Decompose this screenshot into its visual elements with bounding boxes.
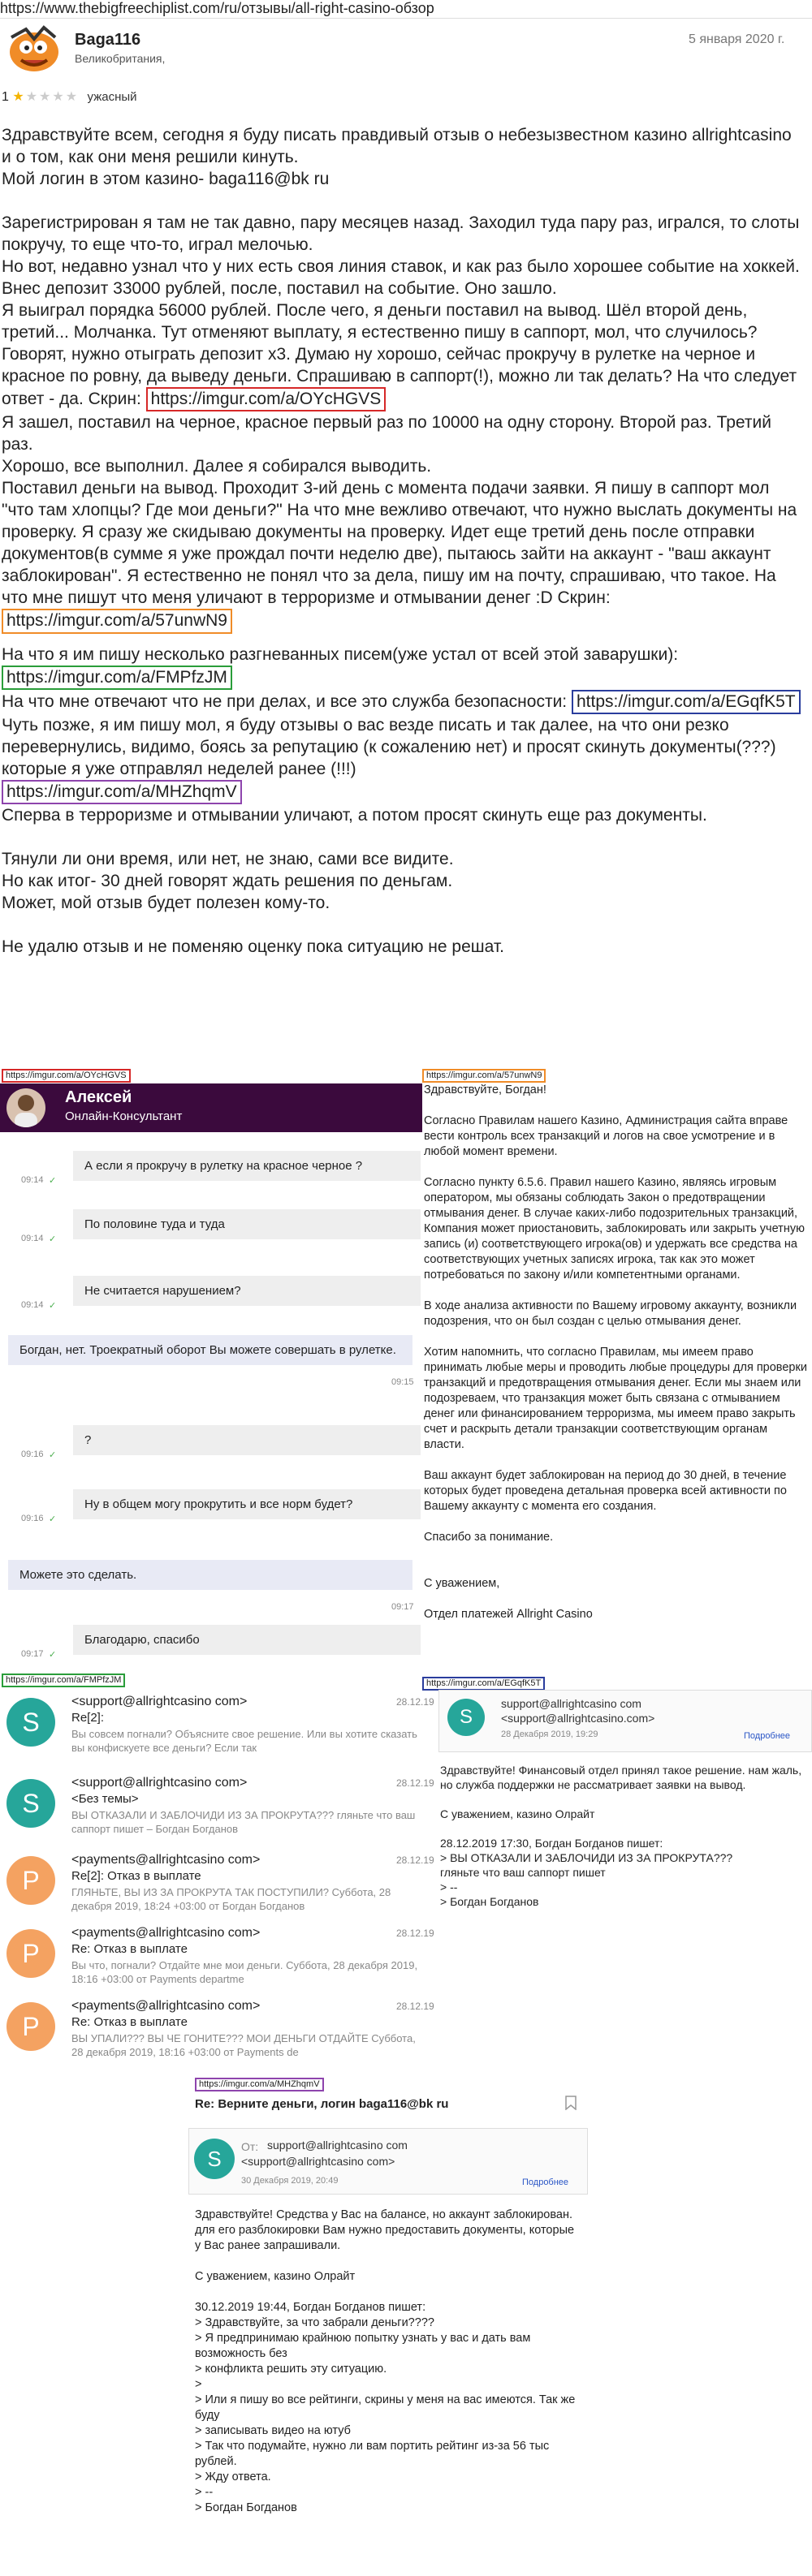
- support-avatar-2: S: [194, 2139, 235, 2179]
- rating-label: ужасный: [87, 90, 137, 104]
- chat-message-time: 09:14: [21, 1300, 44, 1310]
- mail-preview: ВЫ УПАЛИ??? ВЫ ЧЕ ГОНИТЕ??? МОИ ДЕНЬГИ ОТДАЙТЕ Суббота, 28 декабря 2019, 18:16 +03:00 от Payments de: [71, 2032, 416, 2058]
- mail-from: <payments@allrightcasino com>: [71, 1853, 261, 1867]
- rating-stars: ★★★★★: [12, 90, 80, 104]
- shot4-from1: support@allrightcasino com: [501, 1697, 641, 1710]
- mail-from: <support@allrightcasino com>: [71, 1695, 248, 1708]
- review-p9: На что я им пишу несколько разгневанных писем(уже устал от всей этой заварушки):: [2, 644, 679, 664]
- shot1-tag: https://imgur.com/a/OYcHGVS: [2, 1069, 131, 1083]
- link-57unwn9[interactable]: https://imgur.com/a/57unwN9: [2, 609, 232, 633]
- letter-p7: С уважением,: [424, 1577, 500, 1590]
- link-oychgvs[interactable]: https://imgur.com/a/OYcHGVS: [146, 387, 387, 411]
- read-check-icon: ✓: [49, 1514, 57, 1524]
- review-body: [2, 124, 806, 958]
- read-check-icon: ✓: [49, 1234, 57, 1244]
- shot2-tag: https://imgur.com/a/57unwN9: [422, 1069, 546, 1083]
- url-divider: [0, 18, 812, 19]
- bookmark-icon[interactable]: [565, 2096, 577, 2110]
- mail-item[interactable]: [0, 1688, 438, 1769]
- agent-role: Онлайн-Консультант: [65, 1109, 183, 1123]
- mail-item[interactable]: [0, 1992, 438, 2074]
- shot5-q6: > записывать видео на ютуб: [195, 2424, 351, 2437]
- letter-greeting: Здравствуйте, Богдан!: [424, 1083, 546, 1096]
- review-p2: Мой логин в этом казино- baga116@bk ru: [2, 170, 330, 188]
- shot5-q10: > Богдан Богданов: [195, 2501, 297, 2514]
- shot4-tag: https://imgur.com/a/EGqfK5T: [422, 1677, 545, 1691]
- review-p5: Я выиграл порядка 56000 рублей. После чего, я деньги поставил на вывод. Шёл второй день, третий... Молчанка. Тут отменяют выплату, я естественно пишу в саппорт, мол, что случилось? Говорят, нужно отыграть депозит х3. Думаю ну хорошо, сейчас прокручу в рулетке на черное и красное по ровну, да выведу деньги. Спрашиваю в саппорт(!), можно ли так делать? На что следует ответ - да. Скрин:: [2, 301, 797, 408]
- review-p11: Чуть позже, я им пишу мол, я буду отзывы о вас везде писать и так далее, на что они резко перевернулись, видимо, боясь за репутацию (к сожалению нет) и просят скинуть документы(???) которые я уже отправлял неделей ранее (!!!): [2, 716, 776, 778]
- chat-message-user: ?: [73, 1425, 421, 1455]
- agent-avatar: [6, 1088, 45, 1127]
- mail-date: 28.12.19: [396, 2001, 434, 2012]
- chat-message-agent: Можете это сделать.: [8, 1560, 412, 1590]
- shot4-p4: > ВЫ ОТКАЗАЛИ И ЗАБЛОЧИДИ ИЗ ЗА ПРОКРУТА???: [440, 1851, 733, 1864]
- mail-subject: Re: Отказ в выплате: [71, 2015, 188, 2029]
- shot5-card: [188, 2128, 588, 2195]
- letter-p6: Спасибо за понимание.: [424, 1531, 554, 1544]
- review-date: 5 января 2020 г.: [689, 32, 785, 46]
- shot5-body: [195, 2208, 577, 2516]
- mail-subject: <Без темы>: [71, 1792, 139, 1806]
- shot5-q1: > Здравствуйте, за что забрали деньги????: [195, 2316, 434, 2329]
- shot4-p1: Здравствуйте! Финансовый отдел принял такое решение. нам жаль, но служба поддержки не рассматривает заявки на вывод.: [440, 1764, 802, 1791]
- review-p14: Но как итог- 30 дней говорят ждать решения по деньгам.: [2, 872, 453, 891]
- shot4-p5: гляньте что ваш саппорт пишет: [440, 1866, 606, 1879]
- shot5-q8: > Жду ответа.: [195, 2470, 271, 2483]
- shot4-p2: С уважением, казино Олрайт: [440, 1807, 595, 1820]
- chat-message-time: 09:16: [21, 1450, 44, 1459]
- url-text: https://www.thebigfreechiplist.com/ru/отзывы/all-right-casino-обзор: [0, 0, 434, 16]
- mail-subject: Re[2]:: [71, 1711, 105, 1725]
- read-check-icon: ✓: [49, 1176, 57, 1186]
- shot5-q5: > Или я пишу во все рейтинги, скрины у меня на вас имеются. Так же буду: [195, 2393, 576, 2422]
- chat-message-time: 09:17: [391, 1602, 414, 1612]
- shot5-tag: https://imgur.com/a/MHZhqmV: [195, 2078, 324, 2091]
- mail-date: 28.12.19: [396, 1777, 434, 1789]
- mail-subject: Re: Отказ в выплате: [71, 1942, 188, 1956]
- mail-date: 28.12.19: [396, 1928, 434, 1939]
- user-avatar[interactable]: [2, 23, 67, 75]
- letter-p2: Согласно пункту 6.5.6. Правил нашего Казино, являясь игровым оператором, мы обязаны соблюдать Закон о предотвращении отмывания денег. В случае каких-либо подозрительных транзакций, Компания может приостановить, заблокировать или закрыть учетную запись (и) соответствующего игрока(ов) и удержать все средства на соответствующих учетных записях игрока, так как это может потребоваться по закону и/или компетентными органами.: [424, 1176, 805, 1282]
- review-p8: Поставил деньги на вывод. Проходит 3-ий день с момента подачи заявки. Я пишу в саппорт мол "что там хлопцы? Где мои деньги?" На что мне вежливо отвечают, что нужно выслать документы на проверку. Я сразу же скидываю документы на проверку. Идет еще третий день после отправки документов(в сумме я уже прождал почти неделю две), пытаюсь зайти на аккаунт - "ваш аккаунт заблокирован". Я естественно не понял что за дела, пишу им на почту, спрашиваю, что такое. На что мне пишут что меня уличают в терроризме и отмывании денег :D Скрин:: [2, 479, 797, 608]
- review-p6: Я зашел, поставил на черное, красное первый раз по 10000 на одну сторону. Второй раз. Третий раз.: [2, 413, 771, 454]
- shot4-date: 28 Декабря 2019, 19:29: [501, 1730, 598, 1739]
- shot5-subject: Re: Верните деньги, логин baga116@bk ru: [195, 2097, 449, 2111]
- url-bar[interactable]: [0, 0, 812, 16]
- mail-date: 28.12.19: [396, 1854, 434, 1866]
- review-p1: Здравствуйте всем, сегодня я буду писать правдивый отзыв о небезызвестном казино allrightcasino и о том, как они меня решили кинуть.: [2, 126, 792, 166]
- chat-message-time: 09:14: [21, 1234, 44, 1243]
- shot4-p3: 28.12.2019 17:30, Богдан Богданов пишет:: [440, 1837, 663, 1850]
- chat-message-user: Не считается нарушением?: [73, 1276, 421, 1306]
- shot4-p6: > --: [440, 1880, 458, 1893]
- agent-name: Алексей: [65, 1088, 132, 1106]
- shot5-from-label: От:: [241, 2140, 259, 2153]
- rating-number: 1: [2, 90, 9, 104]
- shot5-p3: 30.12.2019 19:44, Богдан Богданов пишет:: [195, 2301, 426, 2314]
- sender-avatar: S: [6, 1698, 55, 1747]
- mail-from: <payments@allrightcasino com>: [71, 1999, 261, 2013]
- sender-avatar: P: [6, 1856, 55, 1905]
- shot5-from1: support@allrightcasino com: [267, 2139, 408, 2152]
- shot5-q3: > конфликта решить эту ситуацию.: [195, 2363, 387, 2376]
- mail-preview: Вы совсем погнали? Объясните свое решение. Или вы хотите сказать вы конфискуете все деньги? Если так: [71, 1728, 417, 1754]
- mail-subject: Re[2]: Отказ в выплате: [71, 1869, 201, 1883]
- sender-avatar: S: [6, 1779, 55, 1828]
- mail-item[interactable]: [0, 1846, 438, 1928]
- shot5-from2: <support@allrightcasino com>: [241, 2155, 395, 2168]
- read-check-icon: ✓: [49, 1301, 57, 1311]
- read-check-icon: ✓: [49, 1450, 57, 1460]
- shot5-q7: > Так что подумайте, нужно ли вам портить рейтинг из-за 56 тыс рублей.: [195, 2440, 550, 2468]
- review-p7: Хорошо, все выполнил. Далее я собирался выводить.: [2, 457, 432, 476]
- shot5-date: 30 Декабря 2019, 20:49: [241, 2176, 339, 2186]
- letter-p5: Ваш аккаунт будет заблокирован на период до 30 дней, в течение которых будет проведена детальная проверка всей активности по Вашему аккаунту с момента его создания.: [424, 1469, 787, 1513]
- chat-message-user: Ну в общем могу прокрутить и все норм будет?: [73, 1489, 421, 1519]
- chat-message-time: 09:16: [21, 1514, 44, 1523]
- letter-p4: Хотим напомнить, что согласно Правилам, мы имеем право принимать любые меры и проводить любые процедуры для проверки транзакций и предотвращения отмывания денег. Если мы знаем или подозреваем, что транзакция может быть связана с отмыванием денег или финансированием терроризма, мы имеем право закрыть счет и раскрыть детали транзакции соответствующим органам власти.: [424, 1346, 807, 1451]
- review-p3: Зарегистрирован я там не так давно, пару месяцев назад. Заходил туда пару раз, игрался, то слоты покручу, то еще что-то, играл мелочью.: [2, 213, 800, 254]
- link-egqfk5t[interactable]: https://imgur.com/a/EGqfK5T: [572, 690, 801, 714]
- link-fmpfzjm[interactable]: https://imgur.com/a/FMPfzJM: [2, 666, 232, 690]
- chat-message-user: По половине туда и туда: [73, 1209, 421, 1239]
- review-p16: Не удалю отзыв и не поменяю оценку пока ситуацию не решат.: [2, 937, 504, 957]
- review-author[interactable]: Baga116: [75, 31, 141, 49]
- mail-preview: Вы что, погнали? Отдайте мне мои деньги. Суббота, 28 декабря 2019, 18:16 +03:00 от Payments departme: [71, 1959, 418, 1985]
- mail-preview: ВЫ ОТКАЗАЛИ И ЗАБЛОЧИДИ ИЗ ЗА ПРОКРУТА??? гляньте что ваш саппорт пишет – Богдан Богданов: [71, 1809, 416, 1835]
- review-p13: Тянули ли они время, или нет, не знаю, сами все видите.: [2, 850, 454, 869]
- letter-p8: Отдел платежей Allright Casino: [424, 1608, 593, 1621]
- mail-from: <support@allrightcasino com>: [71, 1776, 248, 1790]
- shot5-q4: >: [195, 2378, 202, 2391]
- shot3-tag: https://imgur.com/a/FMPfzJM: [2, 1674, 125, 1687]
- mail-preview: ГЛЯНЬТЕ, ВЫ ИЗ ЗА ПРОКРУТА ТАК ПОСТУПИЛИ? Суббота, 28 декабря 2019, 18:24 +03:00 от Богдан Богданов: [71, 1886, 391, 1912]
- shot5-p1: Здравствуйте! Средства у Вас на балансе, но аккаунт заблокирован. для его разблокировки Вам нужно предоставить документы, которые у Вас ранее запрашивали.: [195, 2208, 575, 2252]
- mail-date: 28.12.19: [396, 1696, 434, 1708]
- shot4-card: [438, 1690, 812, 1752]
- shot5-more[interactable]: Подробнее: [522, 2178, 569, 2187]
- shot4-p7: > Богдан Богданов: [440, 1895, 539, 1908]
- shot4-from2: <support@allrightcasino.com>: [501, 1712, 655, 1725]
- review-country: Великобритания,: [75, 52, 166, 65]
- chat-message-agent: Богдан, нет. Троекратный оборот Вы можете совершать в рулетке.: [8, 1335, 412, 1365]
- chat-message-user: Благодарю, спасибо: [73, 1625, 421, 1655]
- shot4-more[interactable]: Подробнее: [744, 1731, 791, 1741]
- chat-message-time: 09:14: [21, 1175, 44, 1185]
- rating: [2, 88, 137, 107]
- review-p12: Сперва в терроризме и отмывании уличают, а потом просят скинуть еще раз документы.: [2, 806, 707, 825]
- mail-item[interactable]: [0, 1769, 438, 1850]
- shot5-p2: С уважением, казино Олрайт: [195, 2270, 356, 2283]
- mail-item[interactable]: [0, 1919, 438, 2001]
- mail-from: <payments@allrightcasino com>: [71, 1926, 261, 1940]
- letter-security: [424, 1083, 810, 1622]
- sender-avatar: P: [6, 1929, 55, 1978]
- support-avatar: S: [447, 1699, 485, 1736]
- link-mhzhqmv[interactable]: https://imgur.com/a/MHZhqmV: [2, 780, 242, 804]
- chat-message-time: 09:15: [391, 1377, 414, 1387]
- review-p4: Но вот, недавно узнал что у них есть своя линия ставок, и как раз было хорошее событие на хоккей. Внес депозит 33000 рублей, после, поставил на событие. Оно зашло.: [2, 257, 800, 298]
- review-p15: Может, мой отзыв будет полезен кому-то.: [2, 894, 330, 913]
- read-check-icon: ✓: [49, 1650, 57, 1660]
- chat-message-time: 09:17: [21, 1649, 44, 1659]
- chat-header: [0, 1083, 422, 1132]
- review-p10: На что мне отвечают что не при делах, и все это служба безопасности:: [2, 691, 568, 711]
- shot5-q9: > --: [195, 2486, 214, 2499]
- letter-p3: В ходе анализа активности по Вашему игровому аккаунту, возникли подозрения, что он был создан с целью отмывания денег.: [424, 1299, 797, 1328]
- shot4-body: [440, 1763, 806, 1909]
- sender-avatar: P: [6, 2002, 55, 2051]
- shot5-q2: > Я предпринимаю крайнюю попытку узнать у вас и дать вам возможность без: [195, 2332, 531, 2360]
- chat-message-user: А если я прокручу в рулетку на красное черное ?: [73, 1151, 421, 1181]
- letter-p1: Согласно Правилам нашего Казино, Администрация сайта вправе вести контроль всех транзакций и логов на свое усмотрение и в любой момент времени.: [424, 1114, 788, 1158]
